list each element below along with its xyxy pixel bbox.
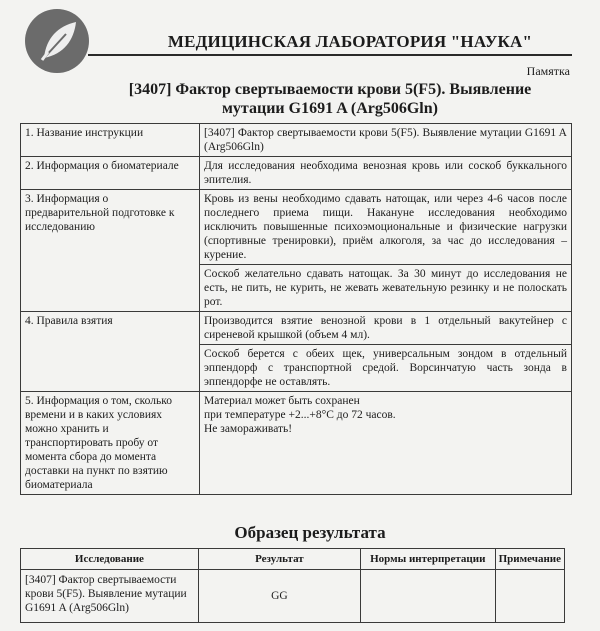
leaf-logo-icon <box>22 6 92 76</box>
sampling-blood: Производится взятие венозной крови в 1 отдельный вакутейнер с сиреневой крышкой (объем 4 мл). <box>200 312 572 345</box>
biomaterial-label: 2. Информация о биоматериале <box>21 157 200 190</box>
document-title: [3407] Фактор свертываемости крови 5(F5). Выявление мутации G1691 A (Arg506Gln) <box>128 81 532 117</box>
table-row <box>21 312 572 345</box>
table-row <box>21 570 565 623</box>
table-row <box>21 190 572 265</box>
table-row <box>21 124 572 157</box>
table-row <box>21 392 572 495</box>
storage-value <box>200 392 572 495</box>
storage-label: 5. Информация о том, сколько времени и в каких условиях можно хранить и транспортировать пробу от момента сбора до момента доставки на пункт по взятию биоматериала <box>21 392 200 495</box>
result-study-cell: [3407] Фактор свертываемости крови 5(F5). Выявление мутации G1691 A (Arg506Gln) <box>21 570 199 623</box>
preparation-blood: Кровь из вены необходимо сдавать натощак, или через 4-6 часов после последнего приема пищи. Накануне исследования необходимо исключить повышенные психоэмоциональные и физические нагрузки (спортивные тренировки), приём алкоголя, за час до исследования – курение. <box>200 190 572 265</box>
storage-line: Материал может быть сохранен <box>204 395 360 407</box>
header-divider <box>88 54 572 56</box>
instruction-name-value: [3407] Фактор свертываемости крови 5(F5). Выявление мутации G1691 A (Arg506Gln) <box>200 124 572 157</box>
sampling-label: 4. Правила взятия <box>21 312 200 392</box>
document-type: Памятка <box>526 64 570 78</box>
column-header-study: Исследование <box>21 549 199 570</box>
instruction-name-label: 1. Название инструкции <box>21 124 200 157</box>
result-norms-cell <box>360 570 495 623</box>
lab-name: МЕДИЦИНСКАЯ ЛАБОРАТОРИЯ "НАУКА" <box>167 32 533 51</box>
biomaterial-value: Для исследования необходима венозная кровь или соскоб буккального эпителия. <box>200 157 572 190</box>
instruction-table <box>20 123 572 495</box>
preparation-swab: Соскоб желательно сдавать натощак. За 30 минут до исследования не есть, не пить, не курить, не жевать жевательную резинку и не полоскать рот. <box>200 265 572 312</box>
column-header-note: Примечание <box>495 549 564 570</box>
preparation-label: 3. Информация о предварительной подготовке к исследованию <box>21 190 200 312</box>
result-note-cell <box>495 570 564 623</box>
storage-line: Не замораживать! <box>204 423 293 435</box>
column-header-result: Результат <box>198 549 360 570</box>
table-row <box>21 157 572 190</box>
column-header-norms: Нормы интерпретации <box>360 549 495 570</box>
sampling-swab: Соскоб берется с обеих щек, универсальным зондом в отдельный эппендорф с транспортной средой. Ворсинчатую часть зонда в эппендорфе не оставлять. <box>200 345 572 392</box>
result-table <box>20 548 565 623</box>
result-value-cell: GG <box>198 570 360 623</box>
storage-line: при температуре +2...+8°С до 72 часов. <box>204 409 396 421</box>
result-sample-title: Образец результата <box>234 523 386 542</box>
table-header-row <box>21 549 565 570</box>
